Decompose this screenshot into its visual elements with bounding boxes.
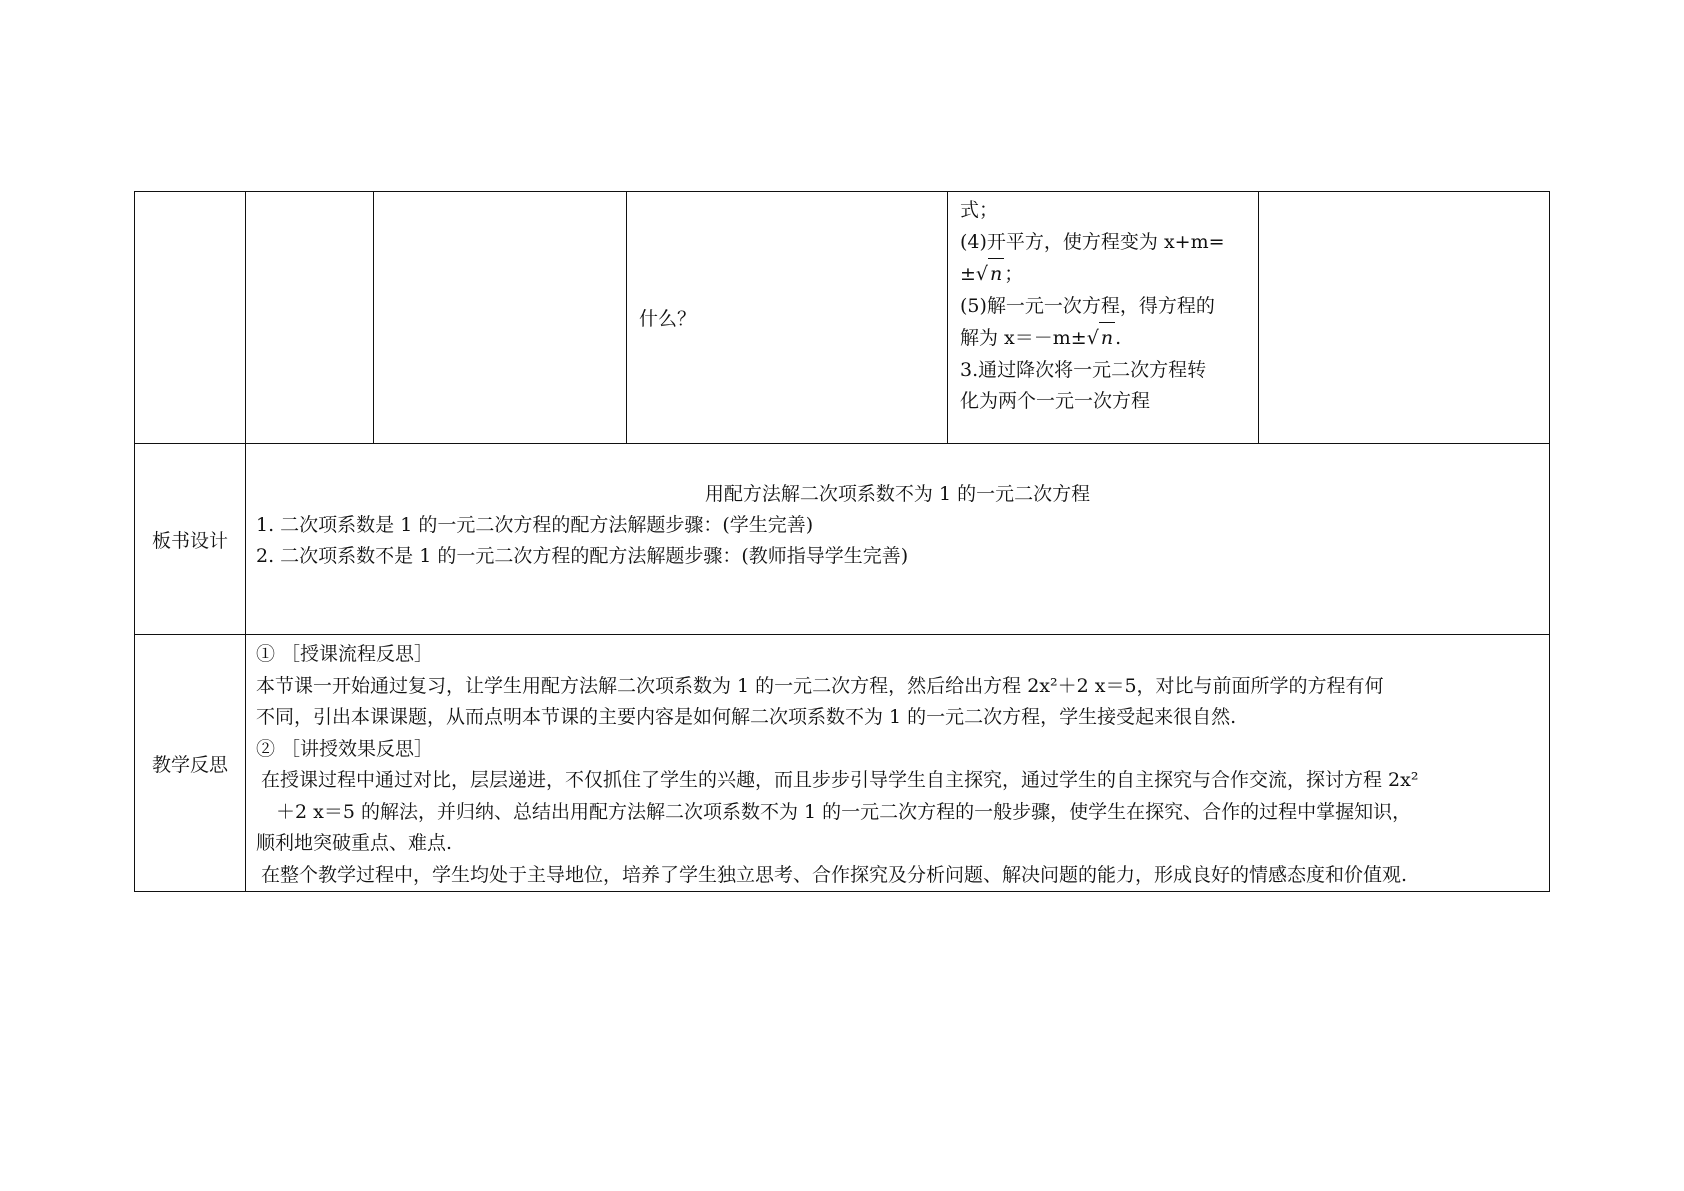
reflection-text: 不同，引出本课课题，从而点明本节课的主要内容是如何解二次项系数不为 1 的一元二次方程，学生接受起来很自然.	[256, 706, 1237, 728]
board-item: 1. 二次项系数是 1 的一元二次方程的配方法解题步骤：(学生完善)	[256, 514, 814, 536]
board-item: 2. 二次项系数不是 1 的一元二次方程的配方法解题步骤：(教师指导学生完善)	[256, 545, 909, 567]
reflection-text: 在授课过程中通过对比，层层递进，不仅抓住了学生的兴趣，而且步步引导学生自主探究，通过学生的自主探究与合作交流，探讨方程 2x²	[261, 769, 1419, 791]
board-design-label: 板书设计	[135, 444, 246, 635]
reflection-heading: ② ［讲授效果反思］	[256, 737, 434, 760]
reflection-text: 在整个教学过程中，学生均处于主导地位，培养了学生独立思考、合作探究及分析问题、解决问题的能力，形成良好的情感态度和价值观.	[261, 863, 1408, 886]
board-design-cell	[246, 444, 1550, 635]
board-title: 用配方法解二次项系数不为 1 的一元二次方程	[704, 483, 1091, 505]
reflection-text: ＋2 x＝5 的解法，并归纳、总结出用配方法解二次项系数不为 1 的一元二次方程的一般步骤，使学生在探究、合作的过程中掌握知识，	[276, 800, 1412, 823]
reflection-text: 本节课一开始通过复习，让学生用配方法解二次项系数为 1 的一元二次方程，然后给出方程 2x²＋2 x＝5，对比与前面所学的方程有何	[256, 674, 1384, 697]
reflection-heading: ① ［授课流程反思］	[256, 643, 434, 665]
reflection-text: 顺利地突破重点、难点.	[256, 832, 453, 854]
step-text: 式；	[960, 199, 999, 221]
reflection-cell	[246, 635, 1550, 892]
table-cell-empty	[1259, 192, 1550, 444]
table-row	[135, 192, 1550, 444]
step-text: 解为 x＝－m±√ n .	[960, 322, 1246, 355]
step-text: 化为两个一元一次方程	[960, 390, 1151, 412]
table-cell-empty	[246, 192, 374, 444]
table-cell-empty	[374, 192, 627, 444]
sqrt-symbol: √ n	[1087, 322, 1115, 355]
step-text: (4)开平方，使方程变为 x+m=	[960, 230, 1225, 253]
table-row	[135, 444, 1550, 635]
step-text: 3.通过降次将一元二次方程转	[960, 358, 1207, 381]
table-cell-steps	[948, 192, 1259, 444]
sqrt-symbol: √ n	[976, 258, 1004, 291]
question-text: 什么？	[639, 308, 697, 330]
table-cell-question	[627, 192, 948, 444]
table-row	[135, 635, 1550, 892]
step-text: (5)解一元一次方程，得方程的	[960, 294, 1215, 317]
lesson-plan-table	[134, 191, 1550, 892]
reflection-label: 教学反思	[135, 635, 246, 892]
step-text: ±√ n ；	[960, 258, 1246, 291]
table-cell-empty	[135, 192, 246, 444]
